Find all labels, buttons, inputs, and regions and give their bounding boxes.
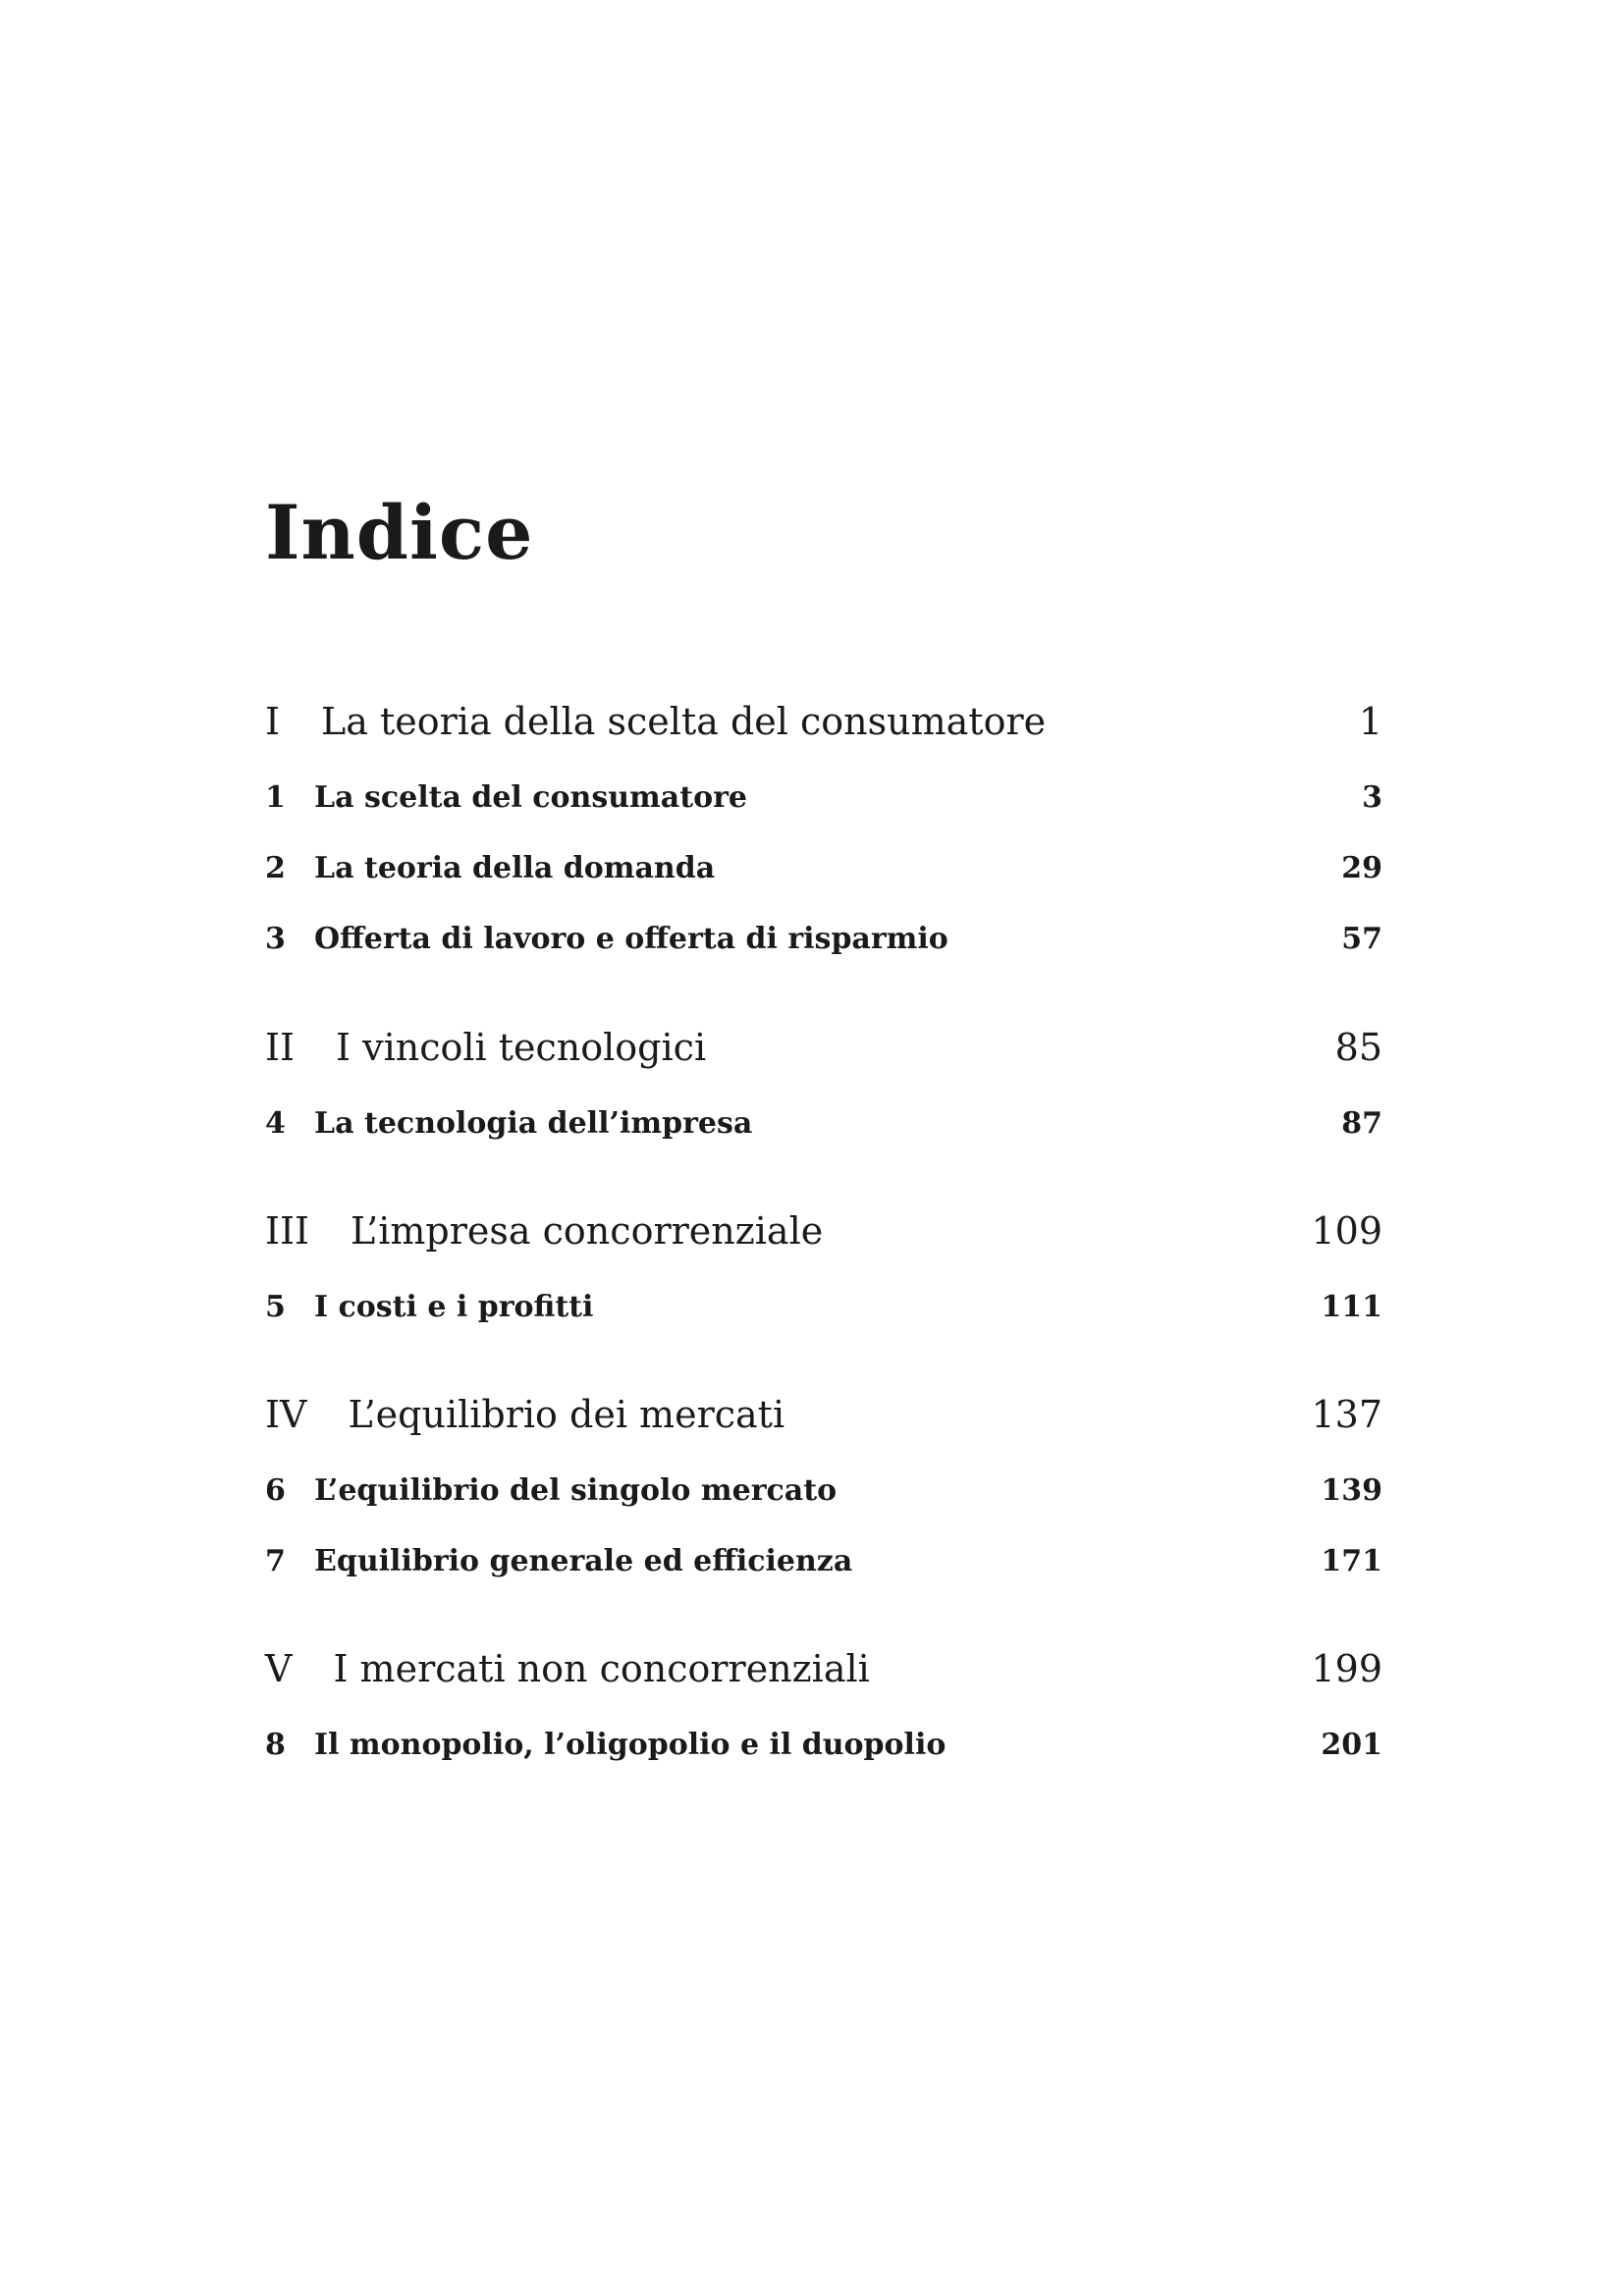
chapter-title: La teoria della domanda [314,851,716,885]
chapter-number: 3 [265,922,286,956]
part-number: III [265,1209,310,1253]
chapter-number: 6 [265,1473,286,1508]
chapter-number: 5 [265,1290,286,1324]
chapter-page-number: 139 [1321,1473,1382,1508]
part-title: I mercati non concorrenziali [333,1647,870,1690]
part-page-number: 109 [1311,1209,1382,1253]
part-title: L’impresa concorrenziale [351,1209,824,1253]
chapter-number: 1 [265,780,286,815]
part-number: V [265,1647,293,1690]
toc-chapter-row[interactable] [265,922,1382,956]
chapter-page-number: 111 [1321,1290,1382,1324]
part-title: La teoria della scelta del consumatore [321,700,1047,743]
chapter-page-number: 29 [1341,851,1382,885]
chapter-page-number: 57 [1341,922,1382,956]
chapter-page-number: 87 [1341,1106,1382,1141]
toc-part-row[interactable] [265,1393,1382,1436]
part-page-number: 199 [1311,1647,1382,1690]
chapter-number: 7 [265,1544,286,1578]
page-title: Indice [265,489,534,576]
toc-chapter-row[interactable] [265,851,1382,885]
toc-chapter-row[interactable] [265,1544,1382,1578]
chapter-title: La tecnologia dell’impresa [314,1106,753,1141]
chapter-page-number: 171 [1321,1544,1382,1578]
toc-part-row[interactable] [265,1026,1382,1069]
chapter-page-number: 3 [1362,780,1382,815]
part-title: L’equilibrio dei mercati [348,1393,785,1436]
chapter-title: La scelta del consumatore [314,780,747,815]
toc-part-row[interactable] [265,1647,1382,1690]
toc-chapter-row[interactable] [265,1728,1382,1762]
chapter-page-number: 201 [1321,1728,1382,1762]
toc-chapter-row[interactable] [265,780,1382,815]
part-title: I vincoli tecnologici [336,1026,707,1069]
toc-part-row[interactable] [265,700,1382,743]
toc-part-row[interactable] [265,1209,1382,1253]
chapter-title: L’equilibrio del singolo mercato [314,1473,838,1508]
chapter-number: 2 [265,851,286,885]
part-page-number: 1 [1358,700,1382,743]
chapter-title: I costi e i profitti [314,1290,594,1324]
chapter-title: Offerta di lavoro e offerta di risparmio [314,922,948,956]
toc-chapter-row[interactable] [265,1290,1382,1324]
part-page-number: 137 [1311,1393,1382,1436]
part-number: II [265,1026,296,1069]
part-number: I [265,700,281,743]
table-of-contents [265,0,1382,2296]
toc-chapter-row[interactable] [265,1473,1382,1508]
chapter-title: Equilibrio generale ed efficienza [314,1544,853,1578]
chapter-number: 8 [265,1728,286,1762]
part-number: IV [265,1393,307,1436]
part-page-number: 85 [1334,1026,1382,1069]
toc-chapter-row[interactable] [265,1106,1382,1141]
chapter-title: Il monopolio, l’oligopolio e il duopolio [314,1728,947,1762]
chapter-number: 4 [265,1106,286,1141]
